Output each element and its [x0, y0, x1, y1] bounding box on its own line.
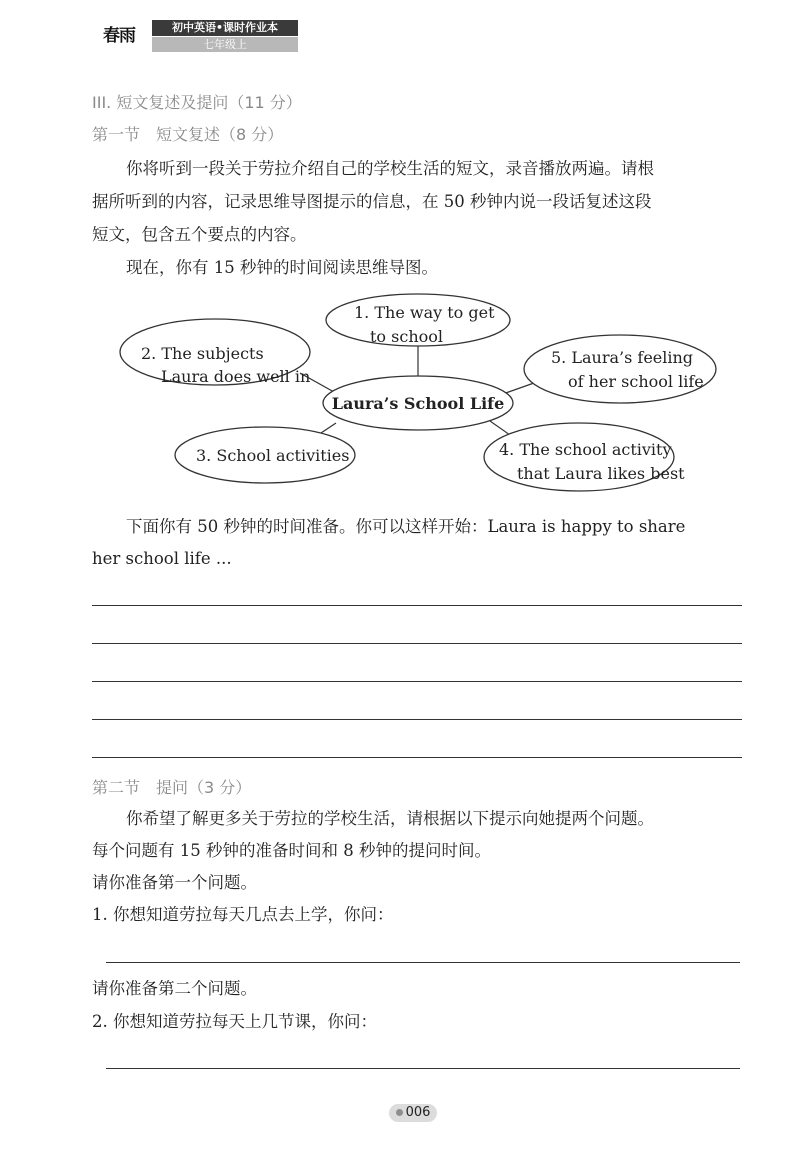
intro-line-3: 短文，包含五个要点的内容。 — [92, 225, 307, 244]
node-5-ellipse — [524, 335, 716, 403]
node-2-line-1: 2. The subjects — [141, 344, 264, 363]
read-time-text: 现在，你有 15 秒钟的时间阅读思维导图。 — [126, 258, 438, 277]
prep-line-1: 下面你有 50 秒钟的时间准备。你可以这样开始：Laura is happy to share — [126, 517, 686, 536]
book-header — [88, 20, 298, 52]
part2-intro-line-1: 你希望了解更多关于劳拉的学校生活，请根据以下提示向她提两个问题。 — [126, 809, 654, 828]
book-title: 初中英语•课时作业本 — [152, 20, 298, 36]
prepare-q1-text: 请你准备第一个问题。 — [92, 873, 257, 892]
part1-title: 第一节 短文复述（8 分） — [92, 125, 284, 144]
answer-line[interactable] — [92, 681, 742, 682]
node-2-line-2: Laura does well in — [161, 367, 311, 386]
page-number-badge — [389, 1104, 437, 1122]
brand-logo: 春雨 — [88, 20, 150, 52]
prepare-q2-text: 请你准备第二个问题。 — [92, 979, 257, 998]
answer-line[interactable] — [92, 719, 742, 720]
node-4-line-2: that Laura likes best — [517, 464, 685, 483]
question-1: 1. 你想知道劳拉每天几点去上学，你问： — [92, 905, 394, 924]
part2-title: 第二节 提问（3 分） — [92, 778, 252, 797]
node-5-line-2: of her school life — [568, 372, 704, 391]
answer-line[interactable] — [92, 643, 742, 644]
center-label: Laura’s School Life — [331, 394, 505, 413]
answer-line[interactable] — [92, 605, 742, 606]
node-5-line-1: 5. Laura’s feeling — [551, 348, 694, 367]
node-1-line-1: 1. The way to get — [354, 303, 495, 322]
node-4-line-1: 4. The school activity — [499, 440, 672, 459]
question-2: 2. 你想知道劳拉每天上几节课，你问： — [92, 1012, 377, 1031]
node-3-line-1: 3. School activities — [196, 446, 350, 465]
mind-map — [0, 285, 800, 500]
intro-line-1: 你将听到一段关于劳拉介绍自己的学校生活的短文，录音播放两遍。请根 — [126, 159, 654, 178]
q2-answer-line[interactable] — [106, 1068, 740, 1069]
page-number: 006 — [405, 1105, 431, 1120]
bullet-icon — [396, 1109, 403, 1116]
section-title: III. 短文复述及提问（11 分） — [92, 93, 302, 112]
node-1-line-2: to school — [370, 327, 444, 346]
prep-line-2: her school life ... — [92, 549, 232, 568]
answer-line[interactable] — [92, 757, 742, 758]
connector-4 — [490, 421, 510, 435]
q1-answer-line[interactable] — [106, 962, 740, 963]
intro-line-2: 据所听到的内容，记录思维导图提示的信息，在 50 秒钟内说一段话复述这段 — [92, 192, 652, 211]
part2-intro-line-2: 每个问题有 15 秒钟的准备时间和 8 秒钟的提问时间。 — [92, 841, 491, 860]
grade-label: 七年级上 — [152, 37, 298, 52]
